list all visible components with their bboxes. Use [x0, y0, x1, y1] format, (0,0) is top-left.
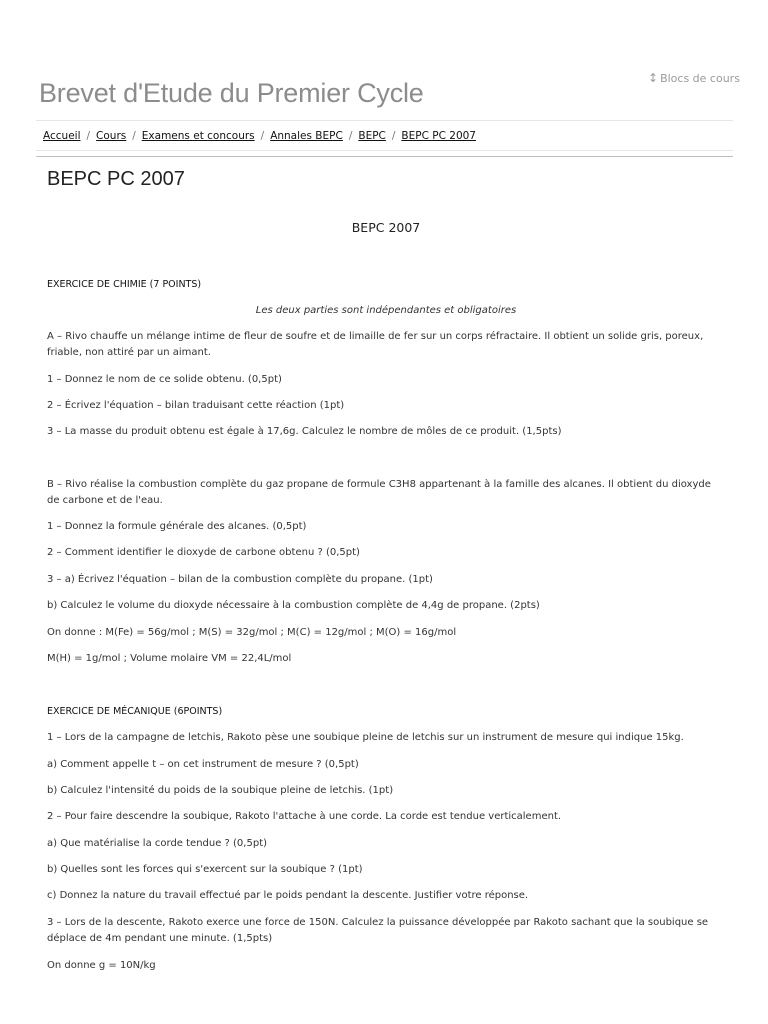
- chimie-b3b: b) Calculez le volume du dioxyde nécessaire à la combustion complète de 4,4g de propane. (2pts): [47, 600, 540, 611]
- chimie-b2: 2 – Comment identifier le dioxyde de carbone obtenu ? (0,5pt): [47, 547, 360, 558]
- breadcrumb-separator: /: [132, 129, 136, 142]
- chimie-a1: 1 – Donnez le nom de ce solide obtenu. (0,5pt): [47, 374, 282, 385]
- mecanique-q2: 2 – Pour faire descendre la soubique, Rakoto l'attache à une corde. La corde est tendue verticalement.: [47, 811, 562, 822]
- mecanique-heading: EXERCICE DE MÉCANIQUE (6POINTS): [47, 706, 223, 717]
- mecanique-data: On donne g = 10N/kg: [47, 960, 156, 971]
- mecanique-q2a: a) Que matérialise la corde tendue ? (0,5pt): [47, 838, 268, 849]
- vertical-arrows-icon: ↕: [648, 71, 659, 85]
- mecanique-q2b: b) Quelles sont les forces qui s'exercent sur la soubique ? (1pt): [47, 864, 363, 875]
- breadcrumb-accueil[interactable]: Accueil: [43, 129, 81, 142]
- divider: [36, 156, 733, 157]
- exam-subtitle: BEPC 2007: [351, 220, 421, 235]
- blocs-de-cours-label: Blocs de cours: [660, 72, 740, 85]
- breadcrumb-examens[interactable]: Examens et concours: [141, 129, 255, 142]
- blocs-de-cours-link[interactable]: [648, 71, 740, 85]
- chimie-part-a: A – Rivo chauffe un mélange intime de fleur de soufre et de limaille de fer sur un corps réfractaire. Il obtient un solide gris, poreux, friable, non attiré par un aimant.: [47, 331, 704, 358]
- mecanique-q1: 1 – Lors de la campagne de letchis, Rakoto pèse une soubique pleine de letchis sur un instrument de mesure qui indique 15kg.: [47, 732, 684, 743]
- chimie-heading: EXERCICE DE CHIMIE (7 POINTS): [47, 279, 202, 290]
- breadcrumb-bepc[interactable]: BEPC: [358, 129, 386, 142]
- chimie-a3: 3 – La masse du produit obtenu est égale à 17,6g. Calculez le nombre de môles de ce produit. (1,5pts): [47, 426, 562, 437]
- chimie-b3a: 3 – a) Écrivez l'équation – bilan de la combustion complète du propane. (1pt): [47, 574, 433, 585]
- chimie-note: Les deux parties sont indépendantes et obligatoires: [255, 305, 517, 316]
- page-title: BEPC PC 2007: [47, 168, 185, 190]
- chimie-a2: 2 – Écrivez l'équation – bilan traduisant cette réaction (1pt): [47, 400, 345, 411]
- breadcrumb-separator: /: [260, 129, 265, 142]
- breadcrumb-separator: /: [391, 129, 396, 142]
- breadcrumb-annales[interactable]: Annales BEPC: [270, 129, 343, 142]
- mecanique-q3: 3 – Lors de la descente, Rakoto exerce une force de 150N. Calculez la puissance développée par Rakoto sachant que la soubique se déplace de 4m pendant une minute. (1,5pts): [47, 917, 709, 944]
- chimie-data-1: On donne : M(Fe) = 56g/mol ; M(S) = 32g/mol ; M(C) = 12g/mol ; M(O) = 16g/mol: [47, 627, 457, 638]
- breadcrumb-separator: /: [348, 129, 353, 142]
- mecanique-q1b: b) Calculez l'intensité du poids de la soubique pleine de letchis. (1pt): [47, 785, 394, 796]
- chimie-b1: 1 – Donnez la formule générale des alcanes. (0,5pt): [47, 521, 307, 532]
- site-title[interactable]: Brevet d'Etude du Premier Cycle: [39, 78, 424, 108]
- breadcrumb: [36, 120, 733, 151]
- mecanique-q1a: a) Comment appelle t – on cet instrument de mesure ? (0,5pt): [47, 759, 359, 770]
- breadcrumb-current[interactable]: BEPC PC 2007: [401, 129, 476, 142]
- breadcrumb-separator: /: [86, 129, 91, 142]
- chimie-part-b: B – Rivo réalise la combustion complète du gaz propane de formule C3H8 appartenant à la famille des alcanes. Il obtient du dioxyde de carbone et de l'eau.: [47, 479, 711, 506]
- breadcrumb-cours[interactable]: Cours: [96, 129, 127, 142]
- chimie-data-2: M(H) = 1g/mol ; Volume molaire VM = 22,4L/mol: [47, 653, 292, 664]
- mecanique-q2c: c) Donnez la nature du travail effectué par le poids pendant la descente. Justifier votre réponse.: [47, 890, 529, 901]
